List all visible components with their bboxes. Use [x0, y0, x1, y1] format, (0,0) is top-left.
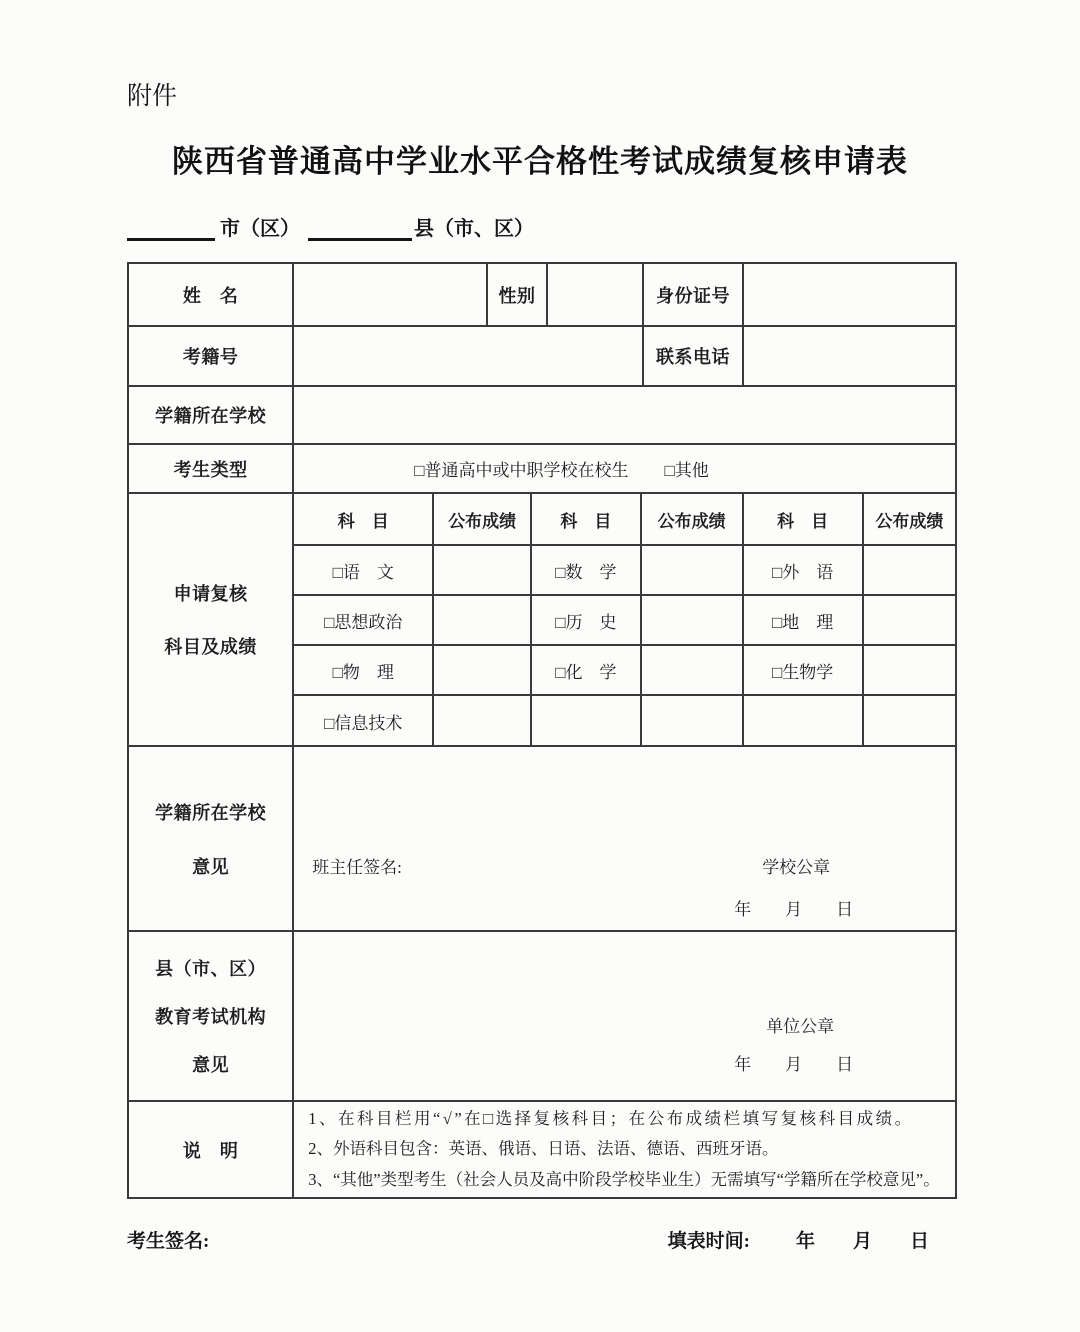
- gender-input-cell[interactable]: [548, 264, 645, 325]
- class-teacher-signature-label: 班主任签名:: [312, 858, 402, 877]
- fill-date-label: 年 月 日: [795, 1231, 929, 1252]
- biology-checkbox[interactable]: □生物学: [744, 646, 864, 694]
- politics-checkbox[interactable]: □思想政治: [294, 596, 434, 644]
- score-input-cell[interactable]: [434, 596, 532, 644]
- county-opinion-label: [129, 932, 294, 1100]
- mathematics-checkbox[interactable]: □数 学: [532, 546, 642, 594]
- application-form-table: [127, 262, 957, 1199]
- city-blank-underline[interactable]: [127, 217, 215, 241]
- regular-student-checkbox[interactable]: □普通高中或中职学校在校生: [414, 461, 629, 480]
- note-item-2: 2、外语科目包含：英语、俄语、日语、法语、德语、西班牙语。: [308, 1139, 779, 1159]
- name-label: 姓 名: [129, 264, 294, 325]
- school-opinion-label-line1: 学籍所在学校: [155, 802, 267, 823]
- foreign-language-checkbox[interactable]: □外 语: [744, 546, 864, 594]
- review-subjects-label-line1: 申请复核: [173, 584, 248, 604]
- subject-column-header: 科 目: [532, 494, 642, 544]
- score-input-cell[interactable]: [642, 696, 744, 746]
- chemistry-checkbox[interactable]: □化 学: [532, 646, 642, 694]
- id-number-input-cell[interactable]: [744, 264, 955, 325]
- table-row: [129, 327, 955, 387]
- school-seal-label: 学校公章: [762, 858, 831, 877]
- candidate-type-options: [294, 445, 955, 492]
- county-opinion-label-line2: 教育考试机构: [155, 1007, 267, 1027]
- subject-column-header: 科 目: [744, 494, 864, 544]
- empty-cell: [532, 696, 642, 746]
- fill-time-label: 填表时间:: [667, 1231, 750, 1252]
- exam-registration-label: 考籍号: [129, 327, 294, 385]
- score-column-header: 公布成绩: [642, 494, 744, 544]
- score-input-cell[interactable]: [642, 546, 744, 594]
- school-label: 学籍所在学校: [129, 387, 294, 443]
- fill-time-group: [668, 1226, 929, 1253]
- physics-checkbox[interactable]: □物 理: [294, 646, 434, 694]
- score-input-cell[interactable]: [864, 546, 955, 594]
- score-input-cell[interactable]: [642, 596, 744, 644]
- notes-label: 说 明: [129, 1102, 294, 1197]
- score-input-cell[interactable]: [864, 646, 955, 694]
- name-input-cell[interactable]: [294, 264, 488, 325]
- table-row: [129, 264, 955, 327]
- school-opinion-label: [129, 747, 294, 930]
- footer-line: [127, 1226, 957, 1253]
- subjects-grid: [294, 494, 955, 745]
- school-opinion-area[interactable]: [294, 747, 955, 930]
- region-line: [127, 212, 534, 241]
- history-checkbox[interactable]: □历 史: [532, 596, 642, 644]
- chinese-checkbox[interactable]: □语 文: [294, 546, 434, 594]
- score-input-cell[interactable]: [864, 596, 955, 644]
- subjects-row: [294, 546, 955, 596]
- subjects-header-row: [294, 494, 955, 546]
- information-technology-checkbox[interactable]: □信息技术: [294, 696, 434, 746]
- score-input-cell[interactable]: [642, 646, 744, 694]
- subjects-row: [294, 596, 955, 646]
- county-opinion-label-line3: 意见: [192, 1055, 230, 1075]
- subjects-block: [129, 494, 955, 747]
- county-suffix-label: 县（市、区）: [414, 218, 534, 240]
- school-input-cell[interactable]: [294, 387, 955, 443]
- review-subjects-label-line2: 科目及成绩: [164, 637, 257, 657]
- county-opinion-row: [129, 932, 955, 1102]
- notes-row: [129, 1102, 955, 1197]
- school-opinion-label-line2: 意见: [192, 856, 230, 877]
- other-type-checkbox[interactable]: □其他: [664, 461, 709, 480]
- score-column-header: 公布成绩: [875, 511, 944, 531]
- notes-list: [294, 1102, 955, 1197]
- page-title: 陕西省普通高中学业水平合格性考试成绩复核申请表: [172, 144, 908, 179]
- geography-checkbox[interactable]: □地 理: [744, 596, 864, 644]
- county-opinion-area[interactable]: [294, 932, 955, 1100]
- score-input-cell[interactable]: [434, 546, 532, 594]
- id-number-label: 身份证号: [644, 264, 743, 325]
- review-subjects-label: [129, 494, 294, 745]
- score-column-header: 公布成绩: [434, 494, 532, 544]
- candidate-signature-label: 考生签名:: [127, 1231, 210, 1252]
- score-input-cell[interactable]: [434, 696, 532, 746]
- empty-cell: [744, 696, 864, 746]
- note-item-3: 3、“其他”类型考生（社会人员及高中阶段学校毕业生）无需填写“学籍所在学校意见”。: [308, 1169, 940, 1189]
- phone-input-cell[interactable]: [744, 327, 955, 385]
- candidate-type-label: 考生类型: [129, 445, 294, 492]
- score-input-cell[interactable]: [864, 696, 955, 746]
- subjects-row: [294, 696, 955, 746]
- unit-seal-label: 单位公章: [766, 1017, 835, 1036]
- table-row: [129, 387, 955, 445]
- city-suffix-label: 市（区）: [220, 218, 300, 240]
- exam-registration-input-cell[interactable]: [294, 327, 644, 385]
- county-blank-underline[interactable]: [308, 217, 412, 241]
- gender-label: 性别: [488, 264, 547, 325]
- subjects-row: [294, 646, 955, 696]
- attachment-label: 附件: [127, 83, 178, 110]
- phone-label: 联系电话: [644, 327, 743, 385]
- county-opinion-label-line1: 县（市、区）: [155, 959, 267, 979]
- county-opinion-date-label: 年 月 日: [734, 1055, 854, 1074]
- table-row: [129, 445, 955, 494]
- school-opinion-date-label: 年 月 日: [734, 900, 854, 919]
- school-opinion-row: [129, 747, 955, 932]
- subject-column-header: 科 目: [294, 494, 434, 544]
- note-item-1: 1、在科目栏用“√”在□选择复核科目；在公布成绩栏填写复核科目成绩。: [308, 1108, 914, 1128]
- score-input-cell[interactable]: [434, 646, 532, 694]
